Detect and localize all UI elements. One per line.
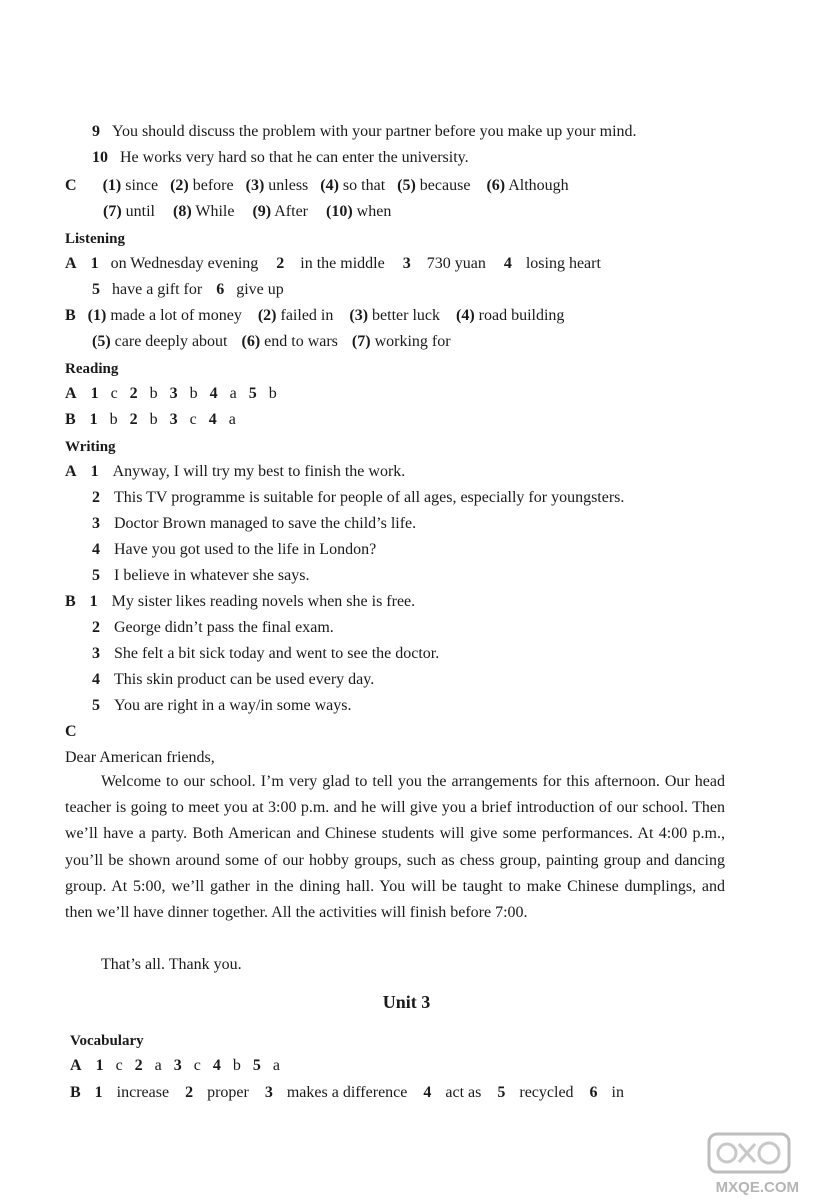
- letter-body: Welcome to our school. I’m very glad to tell you the arrangements for this afternoon. Our head teacher is going to meet you at 3:00 p.m. and he will give you a brief introduction of our school. Then we’ll have a party. Both American and Chinese students will give some performances. At 4:00 p.m., you’ll be shown around some of our hobby groups, such as chess group, painting group and dancing group. At 5:00, we’ll gather in the dining hall. You will be taught to make Chinese dumplings, and then we’ll have dinner together. All the activities will finish before 7:00.: [65, 773, 725, 922]
- item-text: He works very hard so that he can enter the university.: [120, 149, 469, 166]
- item-number: 2: [92, 489, 100, 506]
- item-number: 1: [89, 411, 98, 428]
- item-text: a: [229, 385, 237, 402]
- letter-closing: That’s all. Thank you.: [101, 956, 242, 973]
- item-number: (2): [170, 177, 189, 194]
- section-label: C: [65, 177, 77, 194]
- item-number: 5: [497, 1084, 506, 1101]
- item-number: 4: [209, 385, 218, 402]
- reading-a-row: [65, 384, 277, 404]
- item-number: (3): [245, 177, 265, 194]
- answer-stamp-icon: [681, 1126, 801, 1196]
- item-number: (7): [103, 203, 122, 220]
- item-text: c: [193, 1057, 201, 1074]
- listening-a-row-1: [65, 254, 601, 274]
- writing-b-row-4: [92, 670, 374, 690]
- writing-a-row-2: [92, 488, 624, 508]
- section-c-row-1: [65, 176, 569, 196]
- item-text: b: [109, 411, 118, 428]
- item-text: b: [268, 385, 277, 402]
- item-text: better luck: [372, 307, 440, 324]
- answer-line-9: [92, 122, 637, 142]
- item-number: 2: [92, 619, 100, 636]
- writing-b-row-3: [92, 644, 439, 664]
- item-text: b: [232, 1057, 241, 1074]
- item-number: (1): [87, 307, 107, 324]
- section-label: A: [65, 385, 77, 402]
- item-text: act as: [445, 1084, 482, 1101]
- item-number: (8): [173, 203, 192, 220]
- item-text: c: [115, 1057, 123, 1074]
- item-text: losing heart: [525, 255, 601, 272]
- writing-c-label: C: [65, 723, 77, 740]
- item-text: b: [149, 385, 158, 402]
- writing-a-row-1: [65, 462, 405, 482]
- item-number: (5): [397, 177, 416, 194]
- letter-greeting: Dear American friends,: [65, 749, 215, 766]
- item-text: since: [125, 177, 159, 194]
- item-number: 6: [589, 1084, 598, 1101]
- item-number: 5: [92, 567, 100, 584]
- item-text: so that: [342, 177, 386, 194]
- item-number: 4: [212, 1057, 221, 1074]
- item-number: 2: [185, 1084, 194, 1101]
- item-text: Have you got used to the life in London?: [114, 541, 377, 558]
- watermark-text: MXQE.COM: [715, 1179, 799, 1196]
- item-text: a: [228, 411, 236, 428]
- item-text: b: [149, 411, 158, 428]
- section-label: A: [65, 255, 77, 272]
- item-text: Doctor Brown managed to save the child’s life.: [114, 515, 417, 532]
- item-text: failed in: [280, 307, 334, 324]
- item-text: a: [154, 1057, 162, 1074]
- item-text: on Wednesday evening: [110, 255, 259, 272]
- item-number: 1: [90, 385, 99, 402]
- item-text: care deeply about: [114, 333, 228, 350]
- item-number: 4: [92, 671, 100, 688]
- item-number: 4: [208, 411, 217, 428]
- item-number: 10: [92, 149, 108, 166]
- vocabulary-a-row: [70, 1056, 280, 1076]
- item-number: 1: [89, 593, 98, 610]
- item-text: unless: [268, 177, 309, 194]
- listening-b-row-2: [92, 332, 451, 352]
- writing-a-row-3: [92, 514, 416, 534]
- writing-b-row-2: [92, 618, 334, 638]
- item-text: Although: [508, 177, 569, 194]
- item-text: working for: [374, 333, 451, 350]
- listening-a-row-2: [92, 280, 284, 300]
- item-text: c: [110, 385, 118, 402]
- item-number: (1): [102, 177, 122, 194]
- item-number: 4: [423, 1084, 432, 1101]
- item-text: give up: [236, 281, 284, 298]
- item-text: makes a difference: [286, 1084, 408, 1101]
- item-text: in the middle: [300, 255, 385, 272]
- item-text: have a gift for: [112, 281, 203, 298]
- item-text: Anyway, I will try my best to finish the work.: [112, 463, 406, 480]
- vocabulary-heading: Vocabulary: [70, 1033, 144, 1049]
- item-number: (5): [92, 333, 111, 350]
- item-text: This TV programme is suitable for people of all ages, especially for youngsters.: [114, 489, 625, 506]
- item-number: 3: [402, 255, 411, 272]
- item-number: 1: [90, 463, 99, 480]
- item-text: until: [125, 203, 155, 220]
- item-number: (2): [257, 307, 277, 324]
- item-text: made a lot of money: [110, 307, 242, 324]
- reading-b-row: [65, 410, 236, 430]
- writing-a-row-5: [92, 566, 309, 586]
- item-number: 5: [252, 1057, 261, 1074]
- reading-heading: Reading: [65, 361, 119, 377]
- item-number: (4): [320, 177, 339, 194]
- item-number: 4: [92, 541, 100, 558]
- item-text: road building: [478, 307, 565, 324]
- item-number: 3: [92, 645, 100, 662]
- item-text: She felt a bit sick today and went to see the doctor.: [114, 645, 440, 662]
- section-label: A: [70, 1057, 82, 1074]
- item-text: because: [419, 177, 471, 194]
- item-text: After: [274, 203, 309, 220]
- item-text: George didn’t pass the final exam.: [114, 619, 334, 636]
- item-number: 2: [129, 411, 138, 428]
- item-text: b: [189, 385, 198, 402]
- item-text: a: [272, 1057, 280, 1074]
- item-number: 6: [216, 281, 225, 298]
- item-number: (9): [252, 203, 272, 220]
- item-number: 3: [169, 385, 178, 402]
- item-text: You should discuss the problem with your partner before you make up your mind.: [112, 123, 637, 140]
- writing-b-row-1: [65, 592, 415, 612]
- item-text: end to wars: [264, 333, 338, 350]
- item-number: (6): [241, 333, 261, 350]
- item-text: You are right in a way/in some ways.: [114, 697, 352, 714]
- item-number: 1: [94, 1084, 103, 1101]
- item-number: 2: [129, 385, 138, 402]
- listening-b-row-1: [65, 306, 564, 326]
- item-text: I believe in whatever she says.: [114, 567, 310, 584]
- section-label: B: [70, 1084, 81, 1101]
- item-number: 5: [92, 697, 100, 714]
- section-label: B: [65, 593, 76, 610]
- item-number: (3): [349, 307, 369, 324]
- item-text: in: [611, 1084, 624, 1101]
- item-text: when: [356, 203, 392, 220]
- writing-a-row-4: [92, 540, 376, 560]
- item-number: 3: [173, 1057, 182, 1074]
- item-number: 1: [95, 1057, 104, 1074]
- item-number: (10): [326, 203, 353, 220]
- watermark: [681, 1126, 801, 1196]
- item-text: increase: [116, 1084, 170, 1101]
- item-number: 2: [276, 255, 285, 272]
- item-text: proper: [207, 1084, 249, 1101]
- section-label: B: [65, 411, 76, 428]
- answer-line-10: [92, 148, 469, 168]
- item-text: 730 yuan: [426, 255, 486, 272]
- section-label: B: [65, 307, 76, 324]
- item-number: (4): [456, 307, 475, 324]
- item-text: My sister likes reading novels when she is free.: [111, 593, 416, 610]
- section-label: A: [65, 463, 77, 480]
- writing-heading: Writing: [65, 439, 116, 455]
- item-number: 3: [92, 515, 100, 532]
- item-text: c: [189, 411, 197, 428]
- item-number: 4: [503, 255, 512, 272]
- item-text: This skin product can be used every day.: [114, 671, 375, 688]
- item-number: (7): [351, 333, 371, 350]
- item-number: 5: [248, 385, 257, 402]
- item-text: before: [192, 177, 234, 194]
- vocabulary-b-row: [70, 1083, 624, 1103]
- item-text: recycled: [519, 1084, 574, 1101]
- item-number: 9: [92, 123, 100, 140]
- listening-heading: Listening: [65, 231, 126, 247]
- item-number: (6): [486, 177, 506, 194]
- item-number: 5: [92, 281, 100, 298]
- item-number: 2: [134, 1057, 143, 1074]
- writing-b-row-5: [92, 696, 351, 716]
- item-number: 3: [264, 1084, 273, 1101]
- item-number: 3: [169, 411, 178, 428]
- unit-title: Unit 3: [382, 992, 431, 1012]
- item-number: 1: [90, 255, 99, 272]
- section-c-row-2: [103, 202, 391, 222]
- item-text: While: [195, 203, 235, 220]
